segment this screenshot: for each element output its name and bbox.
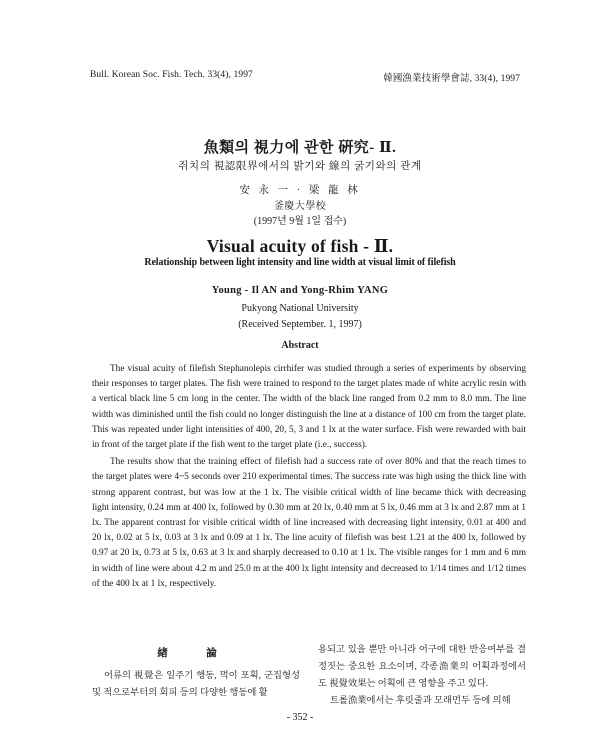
page-number: - 352 - [286,712,314,723]
english-affiliation: Pukyong National University [241,303,359,314]
abstract-heading: Abstract [281,340,319,351]
introduction-heading: 緖 論 [157,648,235,659]
english-subtitle: Relationship between light intensity and line width at visual limit of filefish [144,257,456,268]
body-paragraph-left-1: 어류의 視覺은 일주기 행동, 먹이 포획, 군집형성 및 적으로부터의 회피 등의 다양한 행동에 활 [92,671,300,698]
korean-authors: 安 永 一 · 梁 龍 林 [239,185,361,196]
english-title: Visual acuity of fish - Ⅱ. [206,236,394,256]
body-paragraph-right-2: 트롤漁業에서는 후릿줄과 모래먼두 등에 의해 [330,696,511,706]
body-column-left [92,668,300,702]
english-received-date: (Received September. 1, 1997) [238,319,362,330]
body-column-right [318,642,526,710]
korean-received-date: (1997년 9월 1일 접수) [253,216,347,227]
journal-citation-english: Bull. Korean Soc. Fish. Tech. 33(4), 1997 [90,70,253,80]
korean-subtitle: 쥐치의 視認限界에서의 밝기와 線의 굵기와의 관계 [178,161,422,172]
abstract-body [92,362,526,594]
journal-citation-korean: 韓國漁業技術學會誌, 33(4), 1997 [383,74,520,84]
korean-title: 魚類의 視力에 관한 硏究- Ⅱ. [203,140,397,156]
body-paragraph-right-1: 용되고 있을 뿐만 아니라 어구에 대한 반응여부를 결정짓는 중요한 요소이며, 각종漁業의 어획과정에서도 視覺效果는 어획에 큰 영향을 주고 있다. [318,645,526,689]
abstract-paragraph-2: The results show that the training effect of filefish had a success rate of over 80% and that the reach times to the target plates were 4~5 seconds over 210 experimental times. The success rate was high using the thick line with strong apparent contrast, but was low at the 1 lx. The visible critical width of line became thick with decreasing light intensity, 0.24 mm at 400 lx, followed by 0.30 mm at 20 lx, 0.40 mm at 5 lx, 0.46 mm at 3 lx and 2.87 mm at 1 lx. The apparent contrast for visible critical width of line increased with decreasing light intensity, 0.01 at 400 and 20 lx, 0.02 at 5 lx, 0.03 at 3 lx and 0.09 at 1 lx. The line acuity of filefish was best 1.21 at the 400 lx, followed by 0.97 at 20 lx, 0.73 at 5 lx, 0.63 at 3 lx and sharply decreased to 0.10 at 1 lx. The visible ranges for 1 mm and 6 mm in width of line were about 4.2 m and 25.0 m at the 400 lx light intensity and decreased to 1/14 times and 1/12 times of the 400 lx at 1 lx, respectively. [92,457,526,589]
english-authors: Young - Il AN and Yong-Rhim YANG [211,285,389,296]
korean-affiliation: 釜慶大學校 [273,201,327,212]
abstract-paragraph-1: The visual acuity of filefish Stephanolepis cirrhifer was studied through a series of experiments by observing their responses to target plates. The fish were trained to respond to the target plates made of white acrylic resin with a vertical black line 5 cm long in the center. The width of the black line ranged from 0.2 mm to 8.0 mm. The line width was diminished until the fish could no longer distinguish the line at a distance of 100 cm from the target plate. This was repeated under light intensities of 400, 20, 5, 3 and 1 lx at the water surface. Fish were rewarded with bait in front of the target plate if the fish went to the target plate (i.e., success). [92,364,526,451]
